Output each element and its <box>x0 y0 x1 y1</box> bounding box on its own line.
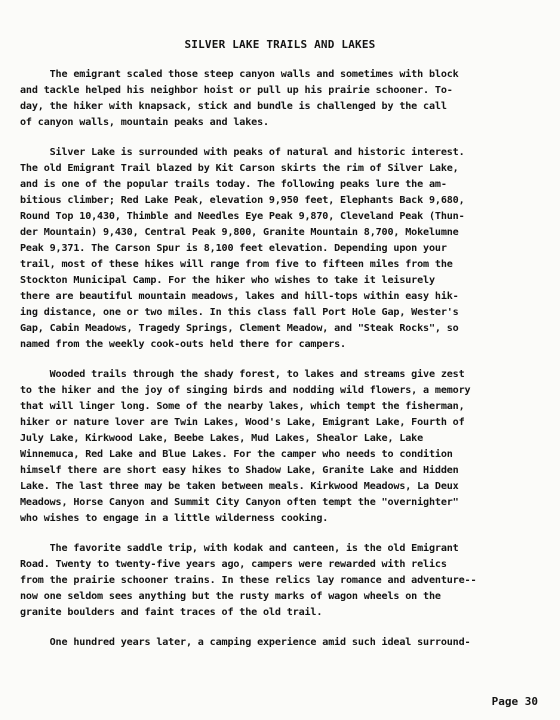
text-line: granite boulders and faint traces of the old trail. <box>20 607 323 618</box>
text-line: hiker or nature lover are Twin Lakes, Wood's Lake, Emigrant Lake, Fourth of <box>20 417 465 428</box>
text-line: Round Top 10,430, Thimble and Needles Eye Peak 9,870, Cleveland Peak (Thun- <box>20 211 465 222</box>
text-line: ing distance, one or two miles. In this class fall Port Hole Gap, Wester's <box>20 307 459 318</box>
text-line: that will linger long. Some of the nearby lakes, which tempt the fisherman, <box>20 401 465 412</box>
text-line: Lake. The last three may be taken between meals. Kirkwood Meadows, La Deux <box>20 481 459 492</box>
text-line: named from the weekly cook-outs held there for campers. <box>20 339 346 350</box>
text-line: Silver Lake is surrounded with peaks of natural and historic interest. <box>20 147 465 158</box>
text-line: trail, most of these hikes will range from five to fifteen miles from the <box>20 259 453 270</box>
text-line: Gap, Cabin Meadows, Tragedy Springs, Clement Meadow, and "Steak Rocks", so <box>20 323 459 334</box>
text-line: July Lake, Kirkwood Lake, Beebe Lakes, Mud Lakes, Shealor Lake, Lake <box>20 433 424 444</box>
text-line: to the hiker and the joy of singing birds and nodding wild flowers, a memory <box>20 385 471 396</box>
text-line: and is one of the popular trails today. The following peaks lure the am- <box>20 179 447 190</box>
text-line: from the prairie schooner trains. In these relics lay romance and adventure-- <box>20 575 477 586</box>
text-line: himself there are short easy hikes to Shadow Lake, Granite Lake and Hidden <box>20 465 459 476</box>
document-body <box>20 67 540 651</box>
text-line: and tackle helped his neighbor hoist or pull up his prairie schooner. To- <box>20 85 453 96</box>
text-line: Wooded trails through the shady forest, to lakes and streams give zest <box>20 369 465 380</box>
text-line: One hundred years later, a camping experience amid such ideal surround- <box>20 637 471 648</box>
text-line: The favorite saddle trip, with kodak and canteen, is the old Emigrant <box>20 543 459 554</box>
page-number: Page 30 <box>491 695 538 708</box>
text-line: der Mountain) 9,430, Central Peak 9,800, Granite Mountain 8,700, Mokelumne <box>20 227 459 238</box>
text-line: now one seldom sees anything but the rusty marks of wagon wheels on the <box>20 591 441 602</box>
document-title: SILVER LAKE TRAILS AND LAKES <box>184 38 376 51</box>
paragraph <box>20 145 540 353</box>
paragraph <box>20 367 540 527</box>
text-line: day, the hiker with knapsack, stick and bundle is challenged by the call <box>20 101 447 112</box>
text-line: bitious climber; Red Lake Peak, elevation 9,950 feet, Elephants Back 9,680, <box>20 195 465 206</box>
paragraph <box>20 541 540 621</box>
text-line: Winnemuca, Red Lake and Blue Lakes. For the camper who needs to condition <box>20 449 453 460</box>
paragraph <box>20 635 540 651</box>
text-line: Road. Twenty to twenty-five years ago, campers were rewarded with relics <box>20 559 447 570</box>
paragraph <box>20 67 540 131</box>
text-line: The emigrant scaled those steep canyon walls and sometimes with block <box>20 69 459 80</box>
text-line: who wishes to engage in a little wilderness cooking. <box>20 513 329 524</box>
text-line: of canyon walls, mountain peaks and lakes. <box>20 117 269 128</box>
text-line: there are beautiful mountain meadows, lakes and hill-tops within easy hik- <box>20 291 459 302</box>
text-line: The old Emigrant Trail blazed by Kit Carson skirts the rim of Silver Lake, <box>20 163 459 174</box>
text-line: Peak 9,371. The Carson Spur is 8,100 feet elevation. Depending upon your <box>20 243 447 254</box>
text-line: Meadows, Horse Canyon and Summit City Canyon often tempt the "overnighter" <box>20 497 459 508</box>
text-line: Stockton Municipal Camp. For the hiker who wishes to take it leisurely <box>20 275 435 286</box>
